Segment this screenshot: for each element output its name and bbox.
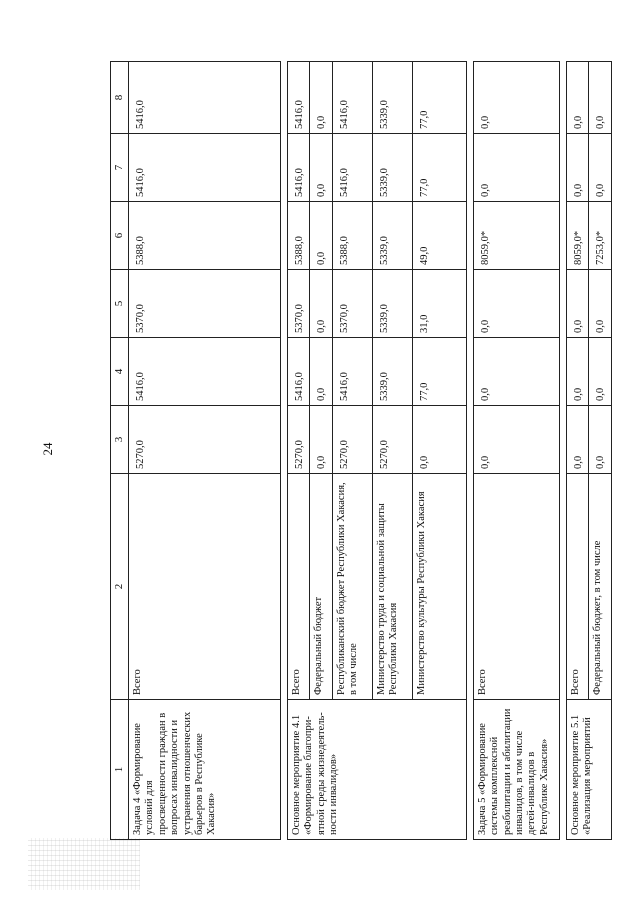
value-cell: 5416,0 xyxy=(129,134,281,202)
value-cell: 0,0 xyxy=(412,406,466,474)
value-cell: 0,0 xyxy=(566,134,588,202)
value-cell: 5388,0 xyxy=(332,202,372,270)
value-cell: 5416,0 xyxy=(288,338,310,406)
header-cell: 2 xyxy=(111,474,129,700)
header-cell: 7 xyxy=(111,134,129,202)
source-cell: Министерство культуры Республики Хакасия xyxy=(412,474,466,700)
source-cell: Всего xyxy=(129,474,281,700)
value-cell: 49,0 xyxy=(412,202,466,270)
value-cell: 0,0 xyxy=(310,62,332,134)
table-container xyxy=(110,62,607,840)
value-cell: 0,0 xyxy=(566,270,588,338)
value-cell: 0,0 xyxy=(473,134,559,202)
value-cell: 5270,0 xyxy=(129,406,281,474)
value-cell: 0,0 xyxy=(589,134,611,202)
value-cell: 0,0 xyxy=(310,202,332,270)
value-cell: 7253,0* xyxy=(589,202,611,270)
value-cell: 0,0 xyxy=(566,338,588,406)
value-cell: 0,0 xyxy=(473,338,559,406)
value-cell: 5416,0 xyxy=(129,62,281,134)
task-cell: Основное мероприятие 4.1 «Формирование благопри-ятной среды жизнедеятель-ности инвалидов» xyxy=(288,700,467,840)
faded-stamp xyxy=(28,838,140,890)
table-row xyxy=(288,62,310,840)
value-cell: 0,0 xyxy=(310,338,332,406)
value-cell: 5370,0 xyxy=(288,270,310,338)
table-row xyxy=(473,62,559,840)
value-cell: 5339,0 xyxy=(372,270,412,338)
value-cell: 8059,0* xyxy=(473,202,559,270)
value-cell: 5270,0 xyxy=(372,406,412,474)
value-cell: 0,0 xyxy=(310,134,332,202)
value-cell: 5416,0 xyxy=(288,62,310,134)
value-cell: 5388,0 xyxy=(288,202,310,270)
value-cell: 5339,0 xyxy=(372,62,412,134)
value-cell: 0,0 xyxy=(566,406,588,474)
source-cell: Министерство труда и социальной защиты Республики Хакасия xyxy=(372,474,412,700)
value-cell: 0,0 xyxy=(589,270,611,338)
source-cell: Федеральный бюджет xyxy=(310,474,332,700)
value-cell: 5270,0 xyxy=(288,406,310,474)
value-cell: 5416,0 xyxy=(332,62,372,134)
header-cell: 1 xyxy=(111,700,129,840)
row-spacer xyxy=(559,62,566,840)
value-cell: 0,0 xyxy=(589,406,611,474)
value-cell: 5339,0 xyxy=(372,202,412,270)
value-cell: 8059,0* xyxy=(566,202,588,270)
value-cell: 5388,0 xyxy=(129,202,281,270)
header-row xyxy=(111,62,129,840)
value-cell: 5270,0 xyxy=(332,406,372,474)
header-cell: 8 xyxy=(111,62,129,134)
task-cell: Задача 4 «Формирование условий для просвещенности граждан в вопросах инвалидности и устранения отношенческих барьеров в Республике Хакасия» xyxy=(129,700,281,840)
table-row xyxy=(566,62,588,840)
value-cell: 0,0 xyxy=(473,406,559,474)
task-cell: Задача 5 «Формирование системы комплексной реабилитации и абилитации инвалидов, в том числе детей-инвалидов в Республике Хакасия» xyxy=(473,700,559,840)
header-cell: 6 xyxy=(111,202,129,270)
value-cell: 5416,0 xyxy=(129,338,281,406)
value-cell: 5416,0 xyxy=(332,338,372,406)
header-cell: 4 xyxy=(111,338,129,406)
budget-table xyxy=(110,61,612,840)
value-cell: 5370,0 xyxy=(332,270,372,338)
page-number: 24 xyxy=(40,442,55,456)
value-cell: 5339,0 xyxy=(372,338,412,406)
source-cell: Всего xyxy=(288,474,310,700)
source-cell: Всего xyxy=(566,474,588,700)
value-cell: 77,0 xyxy=(412,134,466,202)
row-spacer xyxy=(466,62,473,840)
header-cell: 5 xyxy=(111,270,129,338)
source-cell: Всего xyxy=(473,474,559,700)
value-cell: 77,0 xyxy=(412,62,466,134)
task-cell: Основное мероприятие 5.1 «Реализация мероприятий xyxy=(566,700,611,840)
value-cell: 0,0 xyxy=(589,62,611,134)
value-cell: 0,0 xyxy=(473,270,559,338)
value-cell: 0,0 xyxy=(566,62,588,134)
value-cell: 5339,0 xyxy=(372,134,412,202)
value-cell: 0,0 xyxy=(310,406,332,474)
value-cell: 5370,0 xyxy=(129,270,281,338)
rotated-table-frame xyxy=(110,62,607,840)
value-cell: 77,0 xyxy=(412,338,466,406)
value-cell: 5416,0 xyxy=(288,134,310,202)
source-cell: Республиканский бюджет Республики Хакасия, в том числе xyxy=(332,474,372,700)
header-cell: 3 xyxy=(111,406,129,474)
source-cell: Федеральный бюджет, в том числе xyxy=(589,474,611,700)
value-cell: 0,0 xyxy=(310,270,332,338)
value-cell: 0,0 xyxy=(473,62,559,134)
value-cell: 5416,0 xyxy=(332,134,372,202)
table-row xyxy=(129,62,281,840)
row-spacer xyxy=(281,62,288,840)
value-cell: 31,0 xyxy=(412,270,466,338)
value-cell: 0,0 xyxy=(589,338,611,406)
